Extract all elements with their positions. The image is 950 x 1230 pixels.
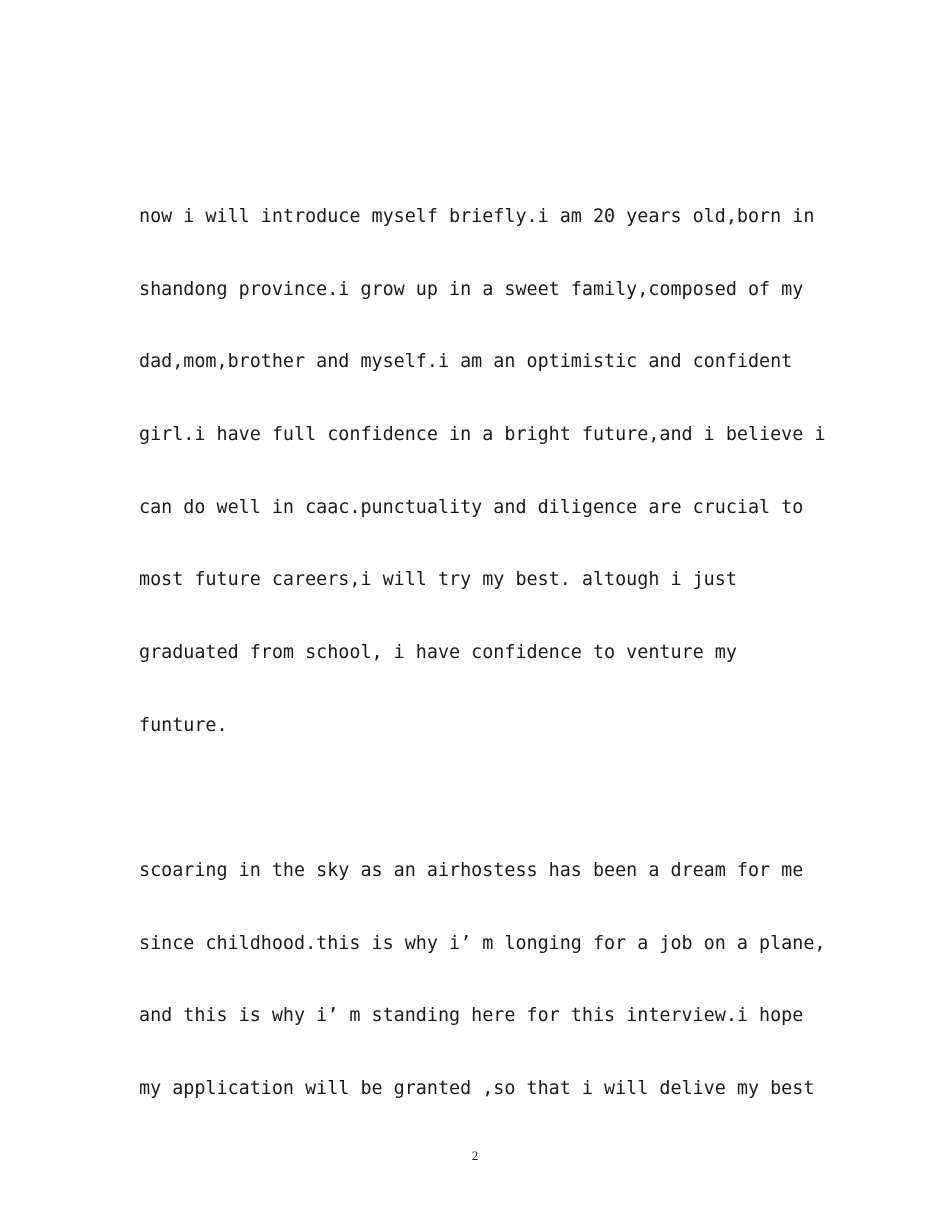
text-line: funture.	[139, 715, 228, 736]
text-line: can do well in caac.punctuality and diligence are crucial to	[139, 497, 804, 518]
text-line: graduated from school, i have confidence to venture my	[139, 642, 737, 663]
text-line: since childhood.this is why i’ m longing for a job on a plane,	[139, 933, 826, 954]
text-line: shandong province.i grow up in a sweet family,composed of my	[139, 279, 804, 300]
text-line: and this is why i’ m standing here for this interview.i hope	[139, 1005, 804, 1026]
page-number: 2	[471, 1148, 479, 1163]
text-line: my application will be granted ,so that i will delive my best	[139, 1078, 815, 1099]
text-line: dad,mom,brother and myself.i am an optimistic and confident	[139, 351, 793, 372]
text-line: girl.i have full confidence in a bright future,and i believe i	[139, 424, 826, 445]
text-line: scoaring in the sky as an airhostess has been a dream for me	[139, 860, 804, 881]
text-line: now i will introduce myself briefly.i am 20 years old,born in	[139, 206, 815, 227]
text-line: most future careers,i will try my best. altough i just	[139, 569, 737, 590]
